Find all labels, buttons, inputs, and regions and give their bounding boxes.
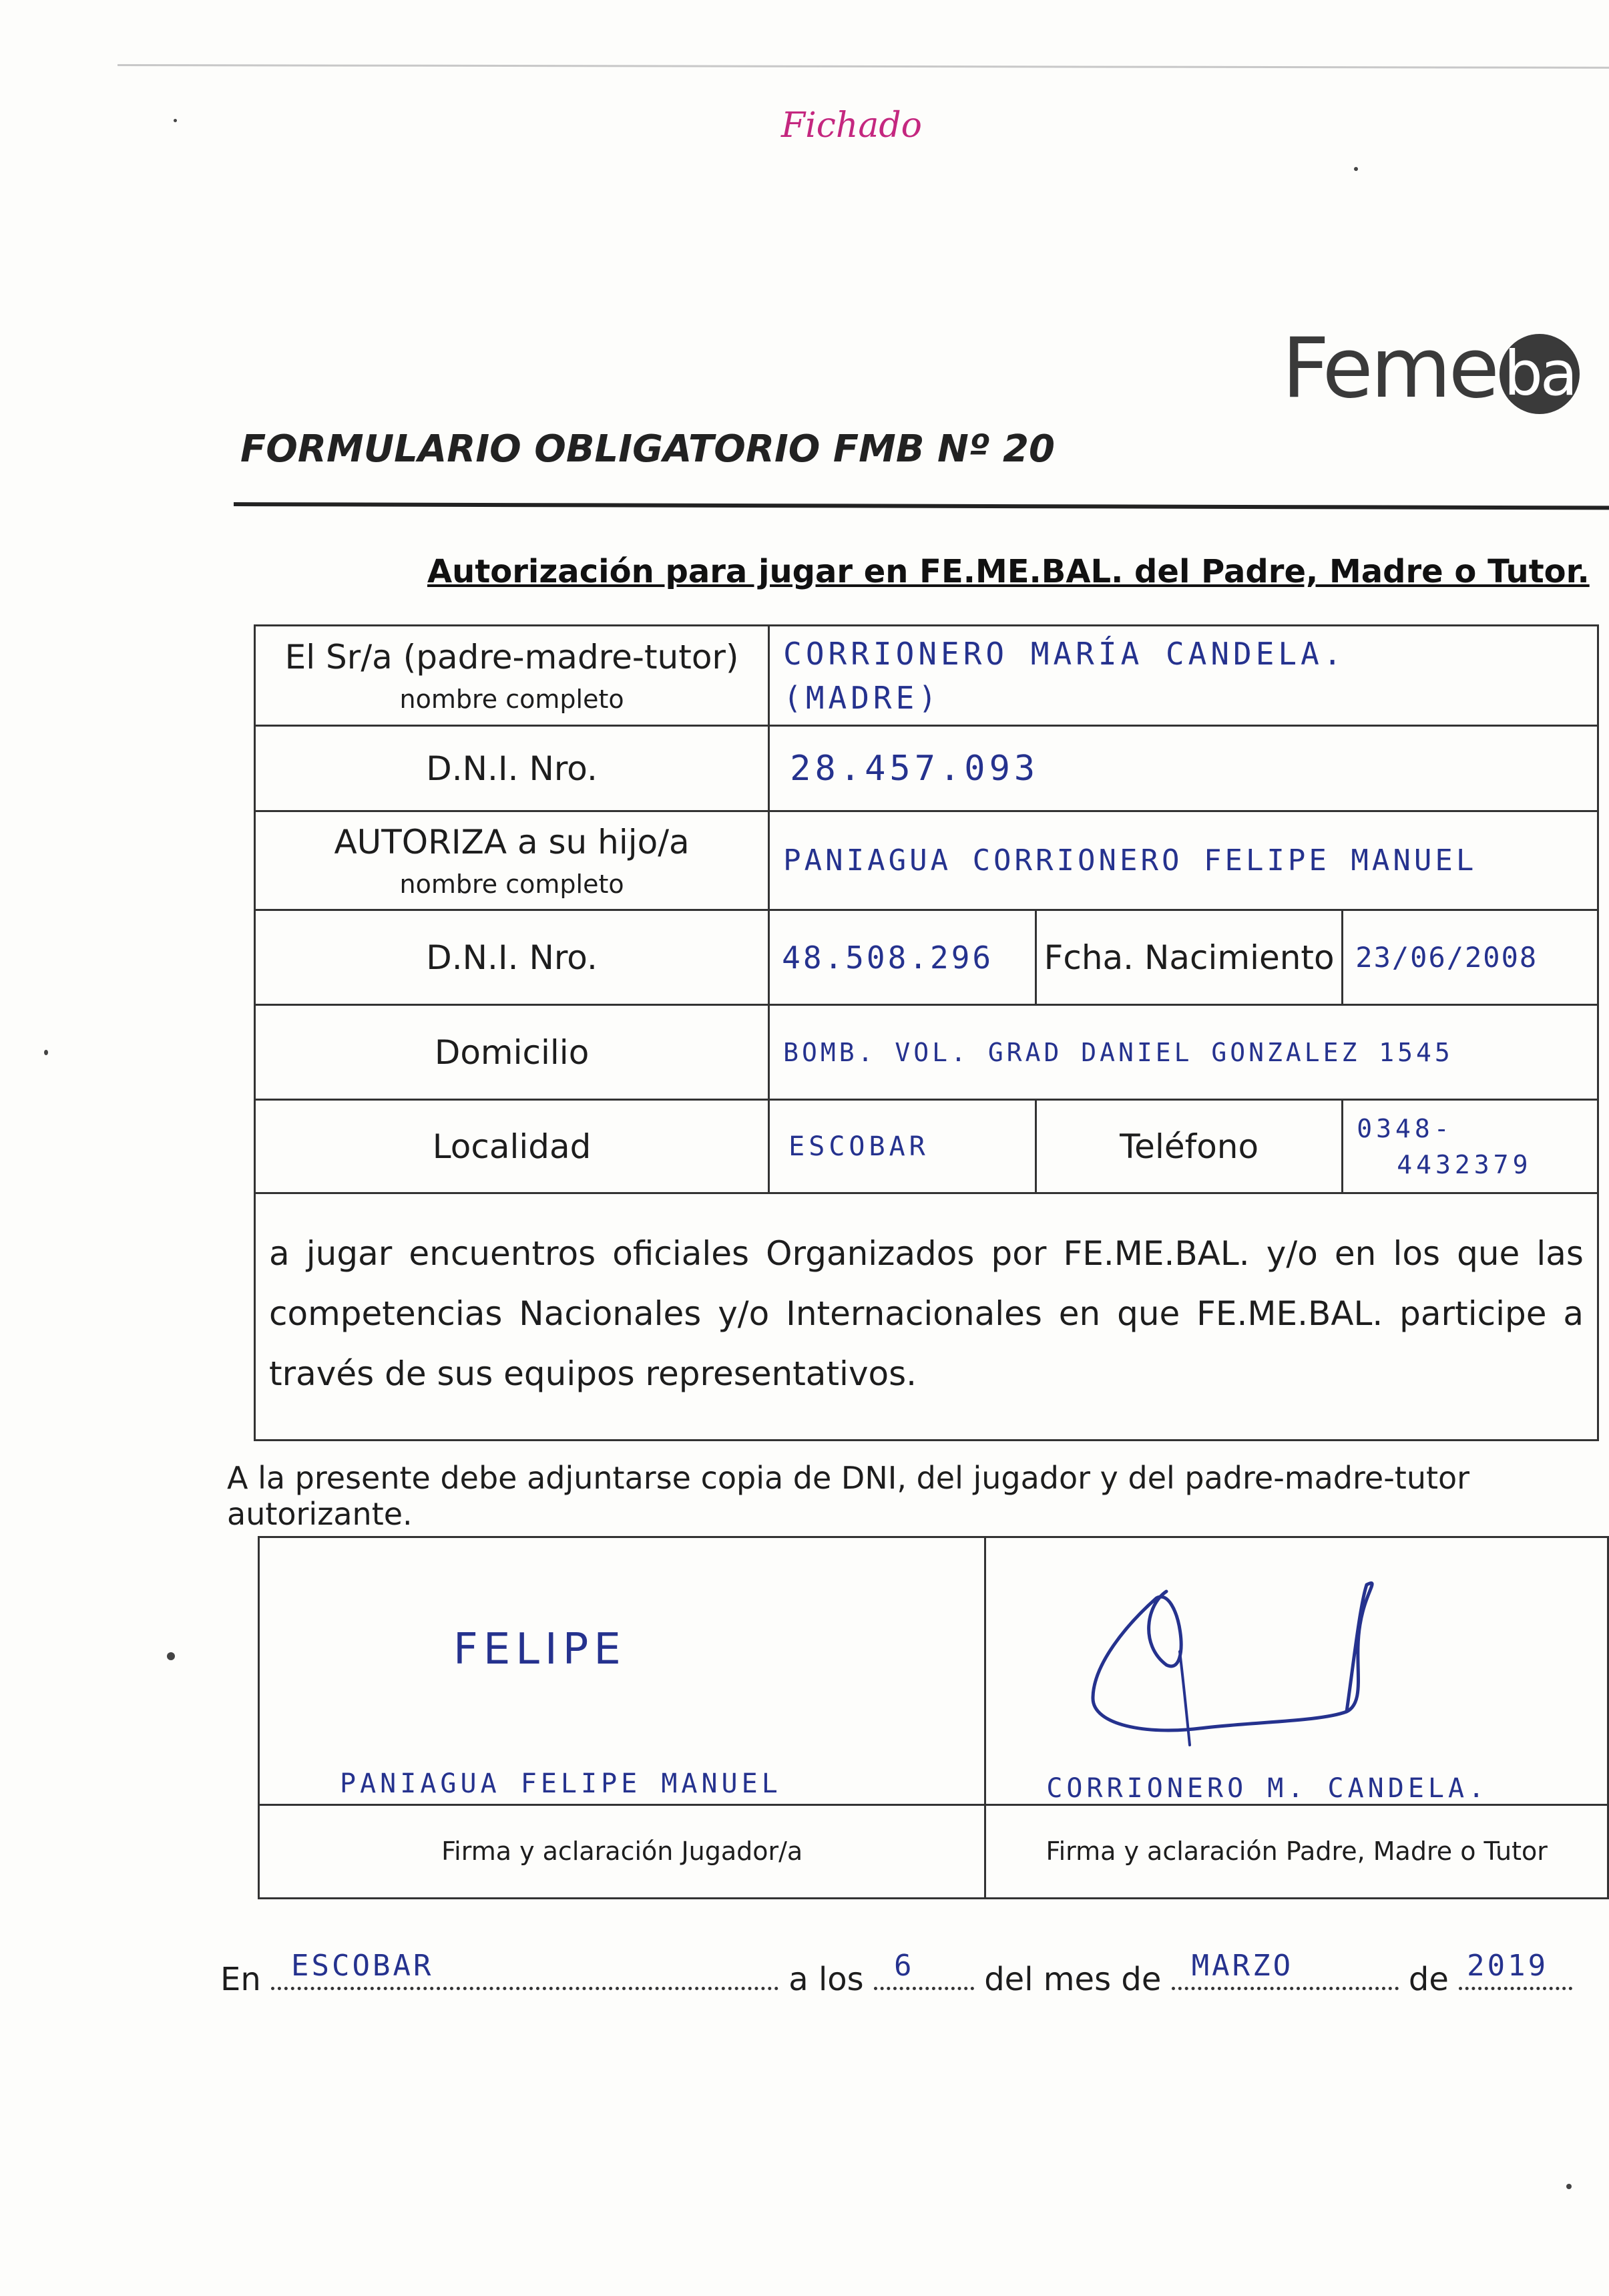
logo-ball: ba [1500, 334, 1580, 414]
parent-dni: 28.457.093 [790, 748, 1040, 789]
telefono-number: 4432379 [1397, 1149, 1532, 1179]
notice-row [255, 1193, 1598, 1441]
birth-label: Fcha. Nacimiento [1036, 910, 1342, 1005]
child-label-cell [255, 811, 769, 910]
scan-speck [44, 1050, 48, 1055]
localidad-row [255, 1100, 1598, 1193]
femebal-logo [1282, 321, 1580, 417]
birth-date: 23/06/2008 [1355, 941, 1538, 974]
parent-sublabel: nombre completo [399, 684, 624, 714]
child-dni-cell [769, 910, 1036, 1005]
authorization-title: Autorización para jugar en FE.ME.BAL. del Padre, Madre o Tutor. [427, 553, 1590, 590]
month-value: MARZO [1191, 1949, 1294, 1983]
top-rule [118, 64, 1609, 69]
parent-label: El Sr/a (padre-madre-tutor) [284, 637, 739, 677]
title-rule [234, 502, 1609, 510]
month-field [1172, 1949, 1399, 1990]
scan-speck [1566, 2184, 1572, 2189]
signature-table [258, 1536, 1609, 1899]
caption-row [259, 1804, 1608, 1898]
parent-signature-scribble [1066, 1565, 1413, 1765]
birth-cell [1343, 910, 1598, 1005]
telefono-prefix: 0348- [1357, 1113, 1453, 1143]
telefono-cell [1343, 1100, 1598, 1193]
scan-speck [167, 1652, 175, 1660]
en-label: En [220, 1961, 261, 1998]
mes-label: del mes de [984, 1961, 1162, 1998]
parent-dni-row [255, 726, 1598, 811]
parent-dni-cell [769, 726, 1598, 811]
child-sublabel: nombre completo [399, 869, 624, 899]
signature-row [259, 1537, 1608, 1805]
domicilio-value: BOMB. VOL. GRAD DANIEL GONZALEZ 1545 [783, 1037, 1453, 1067]
fichado-stamp: Fichado [781, 106, 922, 146]
parent-signature-cell [985, 1537, 1608, 1805]
parent-caption: Firma y aclaración Padre, Madre o Tutor [985, 1804, 1608, 1898]
child-name-row [255, 811, 1598, 910]
child-name: PANIAGUA CORRIONERO FELIPE MANUEL [783, 843, 1477, 878]
player-caption: Firma y aclaración Jugador/a [259, 1804, 985, 1898]
logo-text: Feme [1282, 321, 1497, 417]
year-value: 2019 [1467, 1949, 1549, 1983]
localidad-label: Localidad [255, 1100, 769, 1193]
parent-dni-label: D.N.I. Nro. [255, 726, 769, 811]
player-clarification: PANIAGUA FELIPE MANUEL [340, 1768, 782, 1799]
parent-name: CORRIONERO MARÍA CANDELA. [783, 635, 1346, 672]
child-dni-label: D.N.I. Nro. [255, 910, 769, 1005]
parent-label-cell [255, 626, 769, 726]
attachment-note: A la presente debe adjuntarse copia de DNI, del jugador y del padre-madre-tutor autorizante. [227, 1460, 1470, 1532]
domicilio-row [255, 1005, 1598, 1100]
parent-relation: (MADRE) [783, 679, 941, 716]
localidad-value: ESCOBAR [788, 1131, 929, 1162]
child-dni-row [255, 910, 1598, 1005]
telefono-label: Teléfono [1036, 1100, 1342, 1193]
day-value: 6 [893, 1949, 915, 1983]
place-value: ESCOBAR [291, 1949, 434, 1983]
localidad-cell [769, 1100, 1036, 1193]
day-field [874, 1949, 974, 1990]
place-field [271, 1949, 778, 1990]
parent-name-cell [769, 626, 1598, 726]
date-line [220, 1949, 1572, 1998]
child-name-cell [769, 811, 1598, 910]
authorization-table [254, 624, 1599, 1441]
player-signature-cell [259, 1537, 985, 1805]
domicilio-label: Domicilio [255, 1005, 769, 1100]
scan-speck [174, 119, 177, 122]
child-dni: 48.508.296 [782, 939, 994, 976]
authorization-notice: a jugar encuentros oficiales Organizados por FE.ME.BAL. y/o en los que las competencias Nacionales y/o Internacionales en que FE.ME.BAL. participe a través de sus equipos representativos. [255, 1193, 1598, 1441]
parent-name-row [255, 626, 1598, 726]
scan-speck [1354, 167, 1358, 171]
a-los-label: a los [788, 1961, 864, 1998]
autoriza-label: AUTORIZA a su hijo/a [334, 822, 690, 862]
de-label: de [1408, 1961, 1449, 1998]
parent-clarification: CORRIONERO M. CANDELA. [1046, 1773, 1489, 1804]
domicilio-cell [769, 1005, 1598, 1100]
player-signature: FELIPE [453, 1625, 626, 1674]
year-field [1459, 1949, 1572, 1990]
form-title: FORMULARIO OBLIGATORIO FMB Nº 20 [240, 427, 1055, 471]
